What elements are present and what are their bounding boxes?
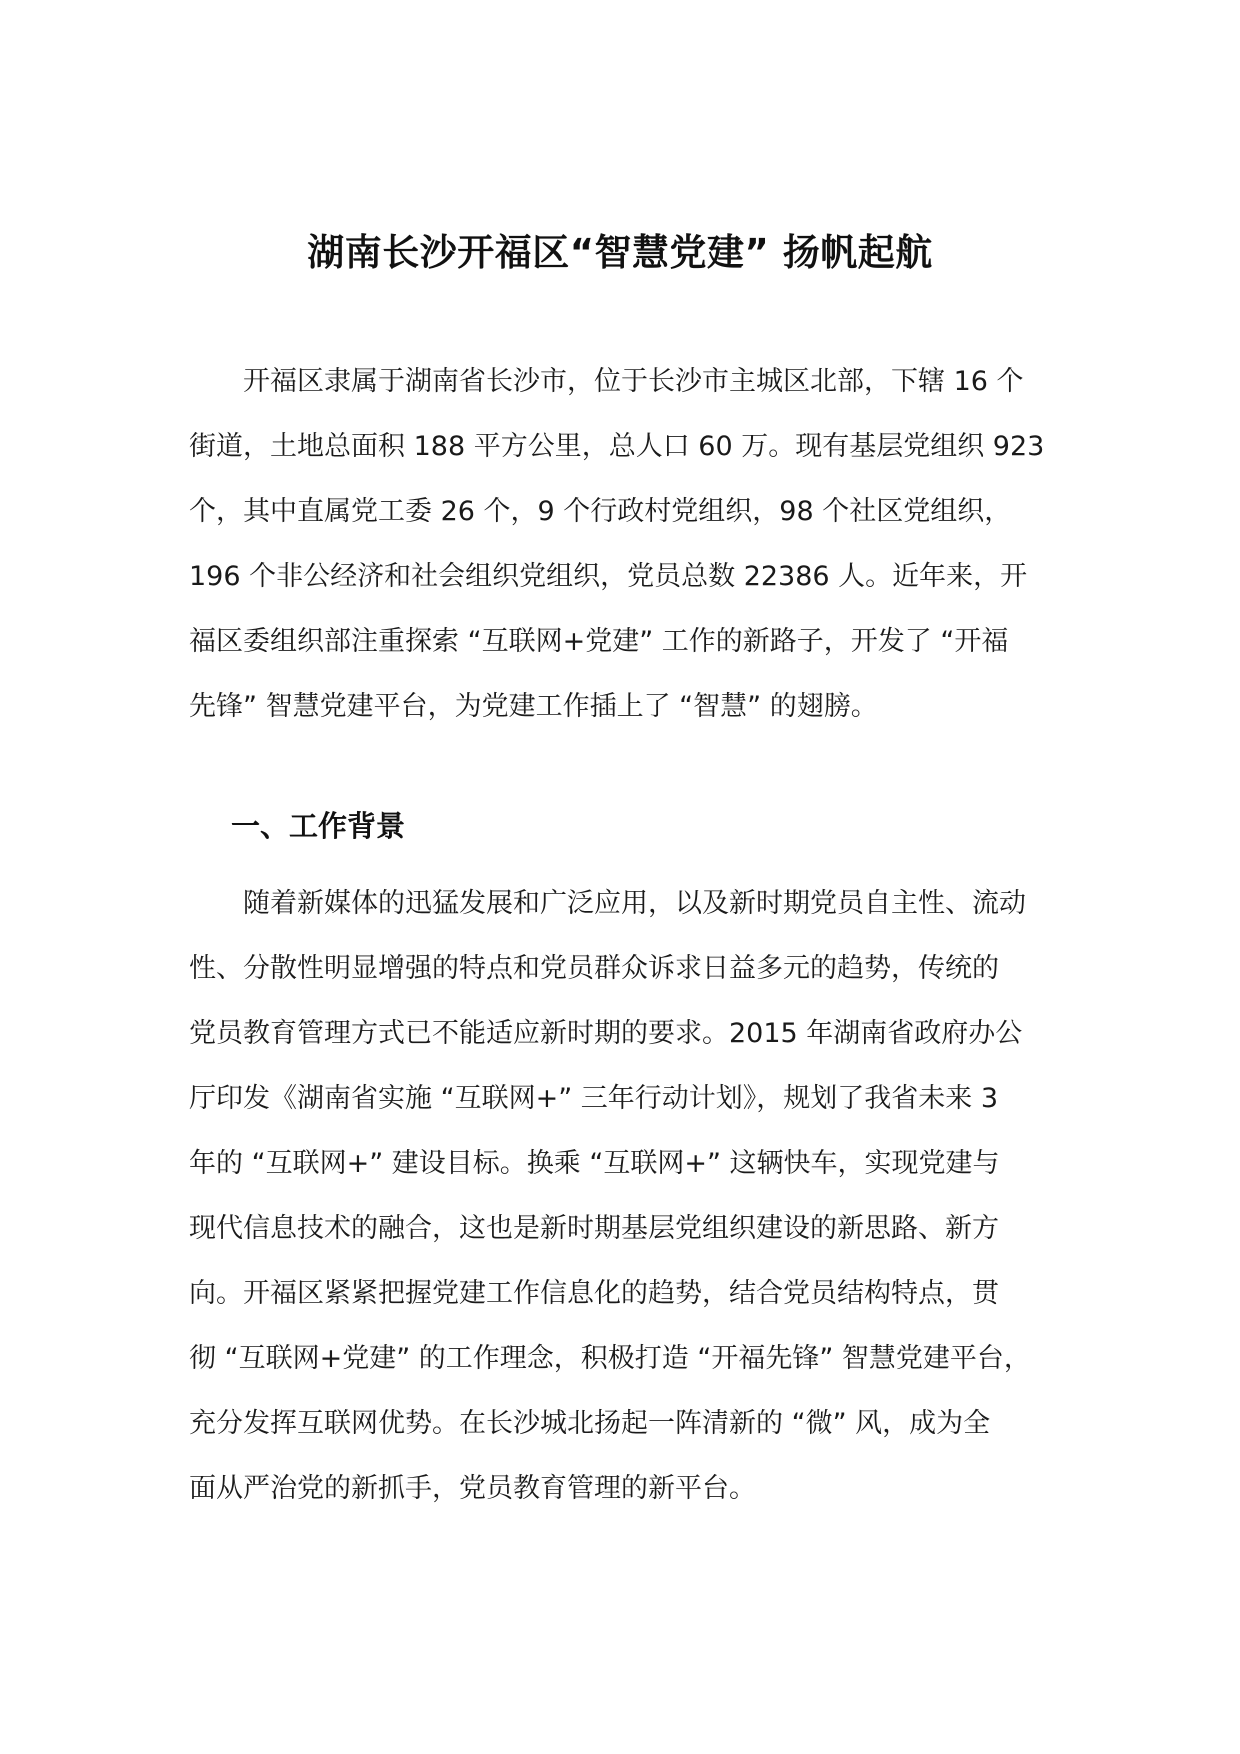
paragraph-line: 开福区隶属于湖南省长沙市，位于长沙市主城区北部，下辖 16 个 [189,366,1024,397]
paragraph-line: 充分发挥互联网优势。在长沙城北扬起一阵清新的 “微” 风，成为全 [189,1408,991,1439]
paragraph-line: 彻 “互联网+党建” 的工作理念，积极打造 “开福先锋” 智慧党建平台， [189,1343,1031,1374]
section-heading-background: 一、工作背景 [231,809,406,844]
paragraph-line: 向。开福区紧紧把握党建工作信息化的趋势，结合党员结构特点，贯 [189,1278,999,1309]
paragraph-line: 先锋” 智慧党建平台，为党建工作插上了 “智慧” 的翅膀。 [189,691,878,722]
background-paragraph [189,871,1069,1521]
paragraph-line: 196 个非公经济和社会组织党组织，党员总数 22386 人。近年来，开 [189,561,1028,592]
paragraph-line: 随着新媒体的迅猛发展和广泛应用，以及新时期党员自主性、流动 [189,888,1026,919]
document-title: 湖南长沙开福区“智慧党建” 扬帆起航 [307,230,933,274]
paragraph-line: 面从严治党的新抓手，党员教育管理的新平台。 [189,1473,756,1504]
paragraph-line: 福区委组织部注重探索 “互联网+党建” 工作的新路子，开发了 “开福 [189,626,1009,657]
paragraph-line: 性、分散性明显增强的特点和党员群众诉求日益多元的趋势，传统的 [189,953,999,984]
paragraph-line: 年的 “互联网+” 建设目标。换乘 “互联网+” 这辆快车，实现党建与 [189,1148,1000,1179]
paragraph-line: 个，其中直属党工委 26 个，9 个行政村党组织，98 个社区党组织， [189,496,1012,527]
intro-paragraph [189,349,1069,739]
paragraph-line: 厅印发《湖南省实施 “互联网+” 三年行动计划》，规划了我省未来 3 [189,1083,999,1114]
paragraph-line: 党员教育管理方式已不能适应新时期的要求。2015 年湖南省政府办公 [189,1018,1023,1049]
paragraph-line: 街道，土地总面积 188 平方公里，总人口 60 万。现有基层党组织 923 [189,431,1045,462]
paragraph-line: 现代信息技术的融合，这也是新时期基层党组织建设的新思路、新方 [189,1213,999,1244]
